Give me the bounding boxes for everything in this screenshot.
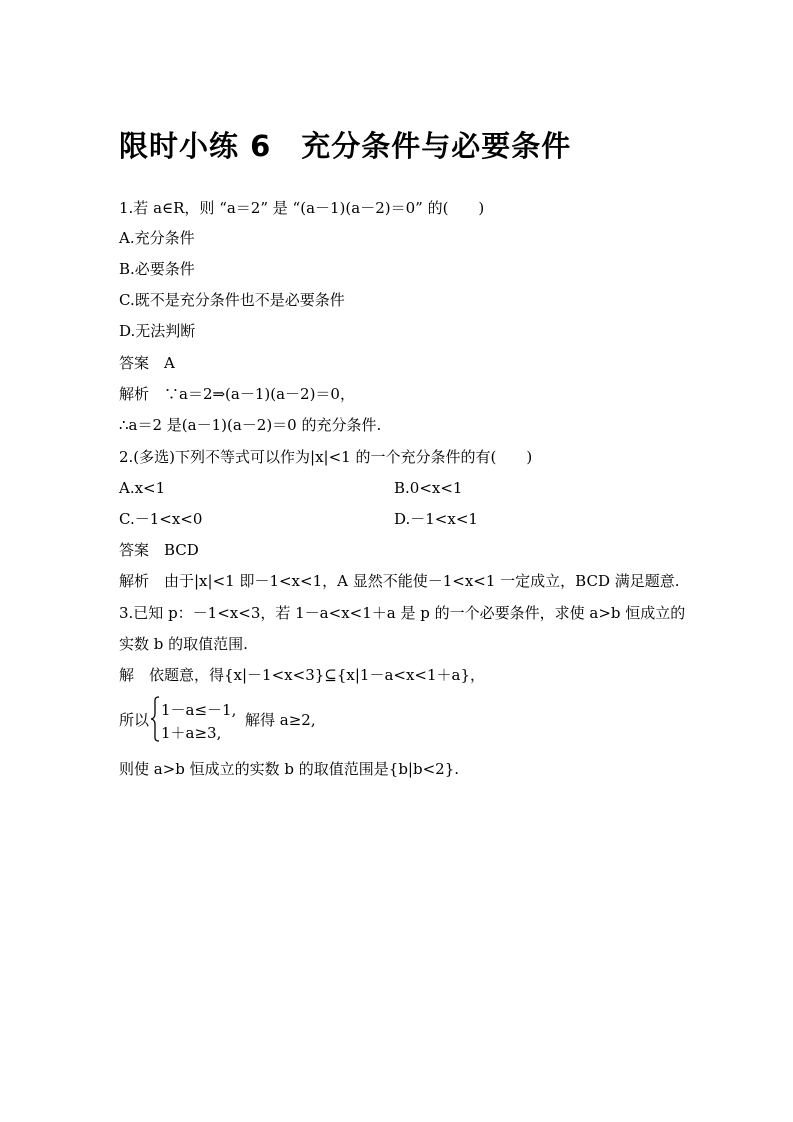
q2-option-d: D.－1<x<1 (394, 510, 478, 528)
q1-analysis: 解析 ∵a＝2⇒(a－1)(a－2)＝0， (119, 385, 355, 403)
solve-result: 解得 a≥2, (245, 711, 316, 729)
inequality-system (119, 696, 519, 744)
q2-stem: 2.(多选)下列不等式可以作为|x|<1 的一个充分条件的有( ) (119, 448, 533, 466)
page-title: 限时小练 6 充分条件与必要条件 (119, 129, 572, 163)
q1-stem: 1.若 a∈R，则 “a＝2” 是 “(a－1)(a－2)＝0” 的( ) (119, 199, 485, 217)
q3-solution-line1: 解 依题意，得{x|－1<x<3}⊆{x|1－a<x<1＋a}， (119, 666, 486, 684)
left-brace-icon (150, 696, 160, 742)
q3-stem-line2: 实数 b 的取值范围. (119, 635, 248, 653)
system-row-2: 1＋a≥3, (161, 724, 222, 742)
system-row-1: 1－a≤－1, (161, 701, 237, 719)
q3-final: 则使 a>b 恒成立的实数 b 的取值范围是{b|b<2}. (119, 760, 460, 778)
q1-answer: 答案 A (119, 354, 175, 372)
q2-answer: 答案 BCD (119, 541, 199, 559)
q2-option-b: B.0<x<1 (394, 479, 463, 497)
q2-analysis: 解析 由于|x|<1 即－1<x<1，A 显然不能使－1<x<1 一定成立，BCD 满足题意. (119, 572, 680, 590)
q2-option-c: C.－1<x<0 (119, 510, 203, 528)
q1-option-d: D.无法判断 (119, 322, 196, 340)
q1-option-a: A.充分条件 (119, 229, 195, 247)
q1-option-c: C.既不是充分条件也不是必要条件 (119, 291, 345, 309)
q3-stem-line1: 3.已知 p：－1<x<3，若 1－a<x<1＋a 是 p 的一个必要条件，求使 a>b 恒成立的 (119, 604, 686, 622)
q1-conclusion: ∴a＝2 是(a－1)(a－2)＝0 的充分条件. (119, 416, 382, 434)
so-label: 所以 (119, 711, 150, 729)
q1-option-b: B.必要条件 (119, 260, 195, 278)
q2-option-a: A.x<1 (119, 479, 166, 497)
